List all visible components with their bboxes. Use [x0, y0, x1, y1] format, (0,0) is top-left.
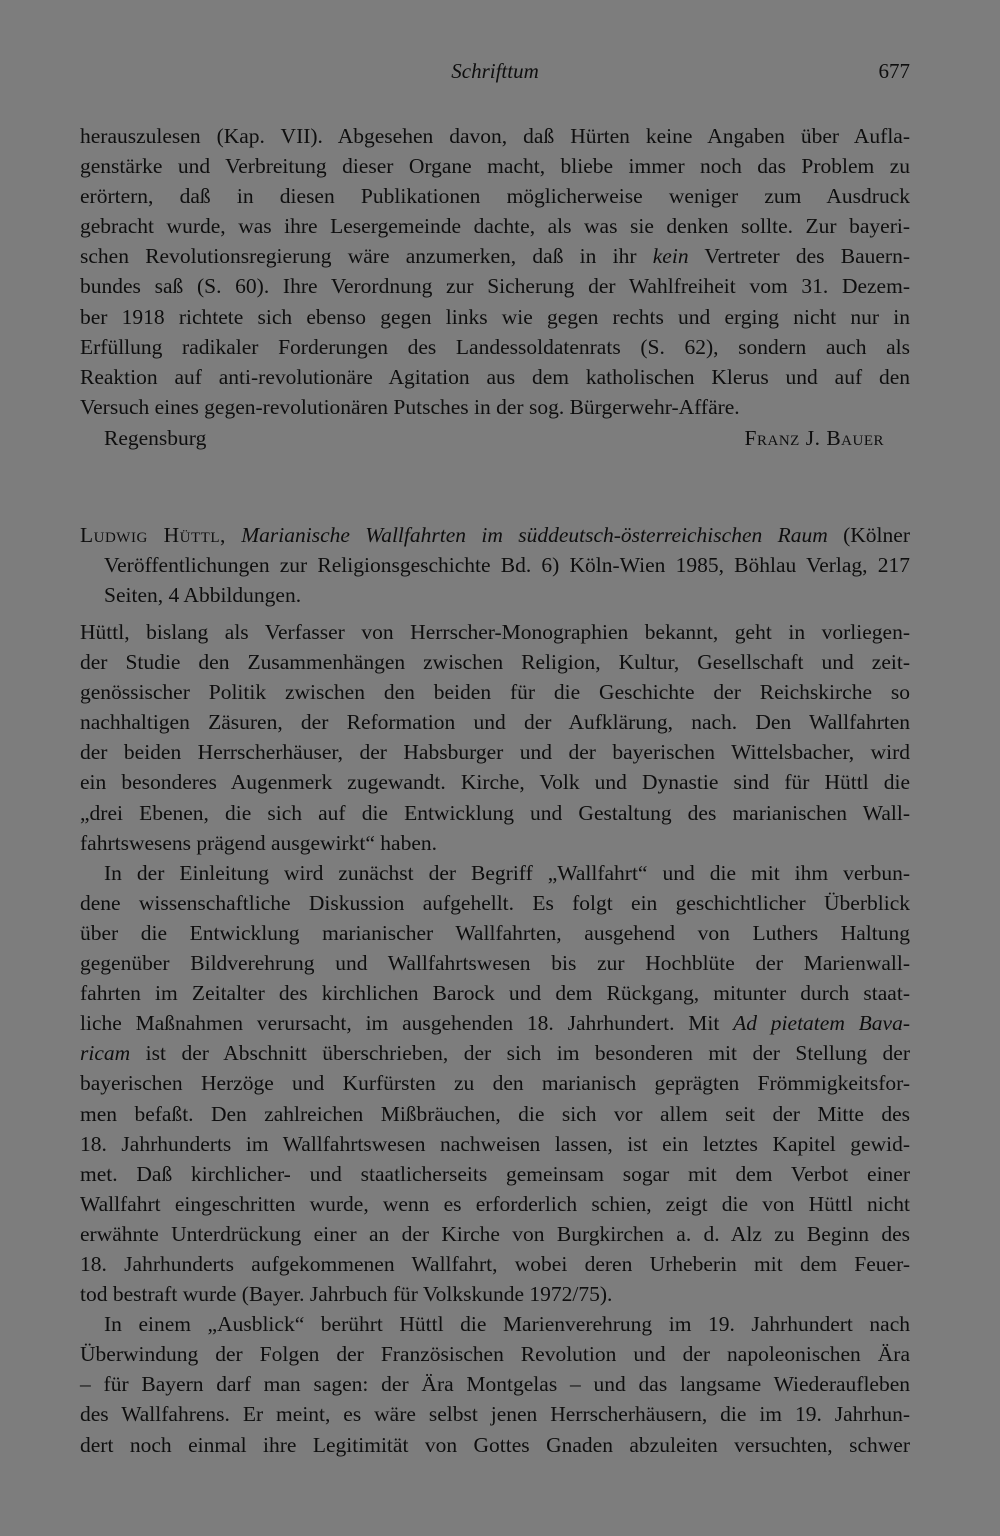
text-line: dene wissenschaftliche Diskussion aufgehellt. Es folgt ein geschichtlicher Überblick — [80, 890, 910, 915]
emphasis-ad-pietatem: Ad pietatem Bava- — [733, 1011, 910, 1036]
text-line: der beiden Herrscherhäuser, der Habsburger und der bayerischen Wittelsbacher, wird — [80, 740, 910, 765]
text-line: liche Maßnahmen verursacht, im ausgehenden 18. Jahrhundert. Mit Ad pietatem Bava- — [80, 1011, 910, 1036]
text-line: In einem „Ausblick“ berührt Hüttl die Marienverehrung im 19. Jahrhundert nach — [104, 1312, 910, 1337]
text-line: Überwindung der Folgen der Französischen Revolution und der napoleonischen Ära — [80, 1342, 910, 1367]
running-title: Schrifttum — [451, 59, 539, 83]
text-line: bayerischen Herzöge und Kurfürsten zu den marianisch geprägten Frömmigkeitsfor- — [80, 1071, 910, 1096]
text-line: dert noch einmal ihre Legitimität von Gottes Gnaden abzuleiten versuchten, schwer — [80, 1432, 910, 1457]
text-line: „drei Ebenen, die sich auf die Entwicklung und Gestaltung des marianischen Wall- — [80, 800, 910, 825]
text-line: fahrtswesens prägend ausgewirkt“ haben. — [80, 830, 438, 855]
review-2-body — [80, 617, 910, 1460]
text-line: des Wallfahrens. Er meint, es wäre selbst jenen Herrscherhäusern, die im 19. Jahrhun- — [80, 1402, 910, 1427]
text-line: der Studie den Zusammenhängen zwischen Religion, Kultur, Gesellschaft und zeit- — [80, 650, 910, 675]
text-line: 18. Jahrhunderts im Wallfahrtswesen nachweisen lassen, ist ein letztes Kapitel gewid- — [80, 1131, 910, 1156]
text-line: Hüttl, bislang als Verfasser von Herrscher-Monographien bekannt, geht in vorliegen- — [80, 620, 910, 644]
text-line: genössischer Politik zwischen den beiden für die Geschichte der Reichskirche so — [80, 680, 910, 705]
text-line: genstärke und Verbreitung dieser Organe macht, bliebe immer noch das Problem zu — [80, 154, 910, 179]
book-title: Marianische Wallfahrten im süddeutsch-österreichischen Raum — [241, 523, 828, 547]
text-line: men befaßt. Den zahlreichen Mißbräuchen, die sich vor allem seit der Mitte des — [80, 1101, 910, 1126]
book-author: Ludwig Hüttl, — [80, 523, 226, 547]
text-line: tod bestraft wurde (Bayer. Jahrbuch für Volkskunde 1972/75). — [80, 1282, 613, 1307]
text-line: Wallfahrt eingeschritten wurde, wenn es erforderlich schien, zeigt die von Hüttl nicht — [80, 1191, 910, 1216]
running-header — [80, 57, 910, 87]
text-line: über die Entwicklung marianischer Wallfahrten, ausgehend von Luthers Haltung — [80, 920, 910, 945]
text-line: nachhaltigen Zäsuren, der Reformation und der Aufklärung, nach. Den Wallfahrten — [80, 710, 910, 735]
review-2-citation — [80, 520, 910, 610]
text-line: ricam ist der Abschnitt überschrieben, der sich im besonderen mit der Stellung der — [80, 1041, 910, 1066]
text-line: – für Bayern darf man sagen: der Ära Montgelas – und das langsame Wiederaufleben — [80, 1372, 910, 1397]
text-line: ber 1918 richtete sich ebenso gegen links wie gegen rechts und erging nicht nur in — [80, 304, 910, 329]
text-line: erörtern, daß in diesen Publikationen möglicherweise weniger zum Ausdruck — [80, 184, 910, 209]
text-line: schen Revolutionsregierung wäre anzumerken, daß in ihr kein Vertreter des Bauern- — [80, 244, 910, 269]
bibliographic-entry — [80, 520, 910, 610]
text-line: met. Daß kirchlicher- und staatlicherseits gemeinsam sogar mit dem Verbot einer — [80, 1161, 910, 1186]
text-line: fahrten im Zeitalter des kirchlichen Barock und dem Rückgang, mitunter durch staat- — [80, 981, 910, 1006]
text-line: herauszulesen (Kap. VII). Abgesehen davon, daß Hürten keine Angaben über Aufla- — [80, 124, 910, 148]
reviewer-place: Regensburg — [104, 426, 207, 450]
text-line: gebracht wurde, was ihre Lesergemeinde dachte, als was sie denken sollte. Zur bayeri- — [80, 214, 910, 239]
text-line: ein besonderes Augenmerk zugewandt. Kirche, Volk und Dynastie sind für Hüttl die — [80, 770, 910, 795]
text-line: 18. Jahrhunderts aufgekommenen Wallfahrt, wobei deren Urheberin mit dem Feuer- — [80, 1251, 910, 1276]
emphasis-kein: kein — [652, 244, 689, 269]
text-line: gegenüber Bildverehrung und Wallfahrtswesen bis zur Hochblüte der Marienwall- — [80, 951, 910, 976]
text-line: In der Einleitung wird zunächst der Begriff „Wallfahrt“ und die mit ihm verbun- — [104, 860, 910, 885]
text-line: bundes saß (S. 60). Ihre Verordnung zur Sicherung der Wahlfreiheit vom 31. Dezem- — [80, 274, 910, 299]
page-number: 677 — [878, 59, 910, 83]
text-line: Erfüllung radikaler Forderungen des Landessoldatenrats (S. 62), sondern auch als — [80, 334, 910, 359]
text-line: erwähnte Unterdrückung einer an der Kirche von Burgkirchen a. d. Alz zu Beginn des — [80, 1221, 910, 1246]
text-line: Reaktion auf anti-revolutionäre Agitation aus dem katholischen Klerus und auf den — [80, 364, 910, 389]
book-details: (Kölner Veröffentlichungen zur Religionsgeschichte Bd. 6) Köln-Wien 1985, Böhlau Verlag, 217 Seiten, 4 Abbildungen. — [104, 523, 910, 608]
review-1-body — [80, 121, 910, 422]
text-line: Versuch eines gegen-revolutionären Putsches in der sog. Bürgerwehr-Affäre. — [80, 394, 740, 419]
reviewer-name: Franz J. Bauer — [744, 426, 884, 450]
